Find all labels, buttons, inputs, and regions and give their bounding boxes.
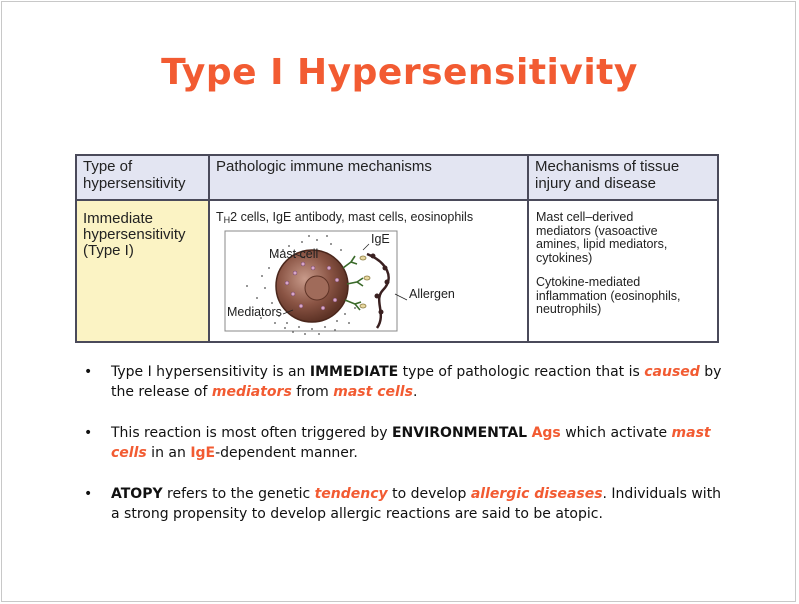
mast-cell-diagram: [217, 228, 523, 340]
slide: [1, 1, 796, 602]
bullet-text-span: Type I hypersensitivity is an: [111, 364, 310, 380]
bullet-text-span: This reaction is most often triggered by: [111, 425, 392, 441]
header-injury: [535, 158, 679, 192]
mast-cell-nucleus: [305, 276, 329, 300]
bullet-text-span: -dependent manner.: [215, 445, 358, 461]
bullet-text-span: .: [412, 384, 418, 400]
mechanism-subscript: H: [223, 215, 231, 225]
bullet-item: [84, 423, 724, 463]
injury-line-1: Mast cell–derived: [536, 210, 634, 224]
injury-line-5: Cytokine-mediated: [536, 275, 641, 289]
type-line1: Immediate: [83, 210, 154, 227]
injury-line-4: cytokines): [536, 250, 593, 265]
bullet-marker: •: [84, 425, 93, 441]
header-type: [83, 158, 186, 192]
bullet-text-span: ENVIRONMENTAL: [391, 425, 528, 441]
type-line2: hypersensitivity: [83, 226, 186, 243]
bullet-text-span: ATOPY: [111, 486, 163, 502]
header-mechanisms-line1: Pathologic immune mechanisms: [216, 158, 432, 175]
bullet-text-span: tendency: [314, 486, 388, 502]
label-mast-cell: Mast cell: [269, 247, 319, 261]
injury-line-7: neutrophils): [536, 302, 602, 316]
header-type-line2: hypersensitivity: [83, 175, 186, 192]
label-ige: IgE: [371, 232, 390, 246]
bullet-text-span: refers to the genetic: [162, 486, 315, 502]
bullet-text-span: by the release of: [111, 364, 722, 400]
mechanism-rest: 2 cells, IgE antibody, mast cells, eosinophils: [230, 210, 474, 224]
bullet-marker: •: [84, 486, 93, 502]
bullet-marker: •: [84, 364, 93, 380]
hypersensitivity-table: [75, 154, 719, 343]
bullet-item: [84, 362, 724, 402]
injury-line-6: inflammation (eosinophils,: [536, 288, 681, 303]
bullet-text-span: mast cells: [333, 384, 413, 400]
label-mediators: Mediators: [227, 305, 282, 319]
bullet-list: [84, 362, 724, 545]
type-cell: [83, 211, 186, 259]
mechanism-text: [216, 211, 522, 228]
bullet-text-span: . Individuals with a strong propensity to develop allergic reactions are said to be atopic.: [111, 486, 722, 522]
injury-block-2: [536, 276, 714, 317]
header-type-line1: Type of: [83, 158, 133, 175]
mechanism-prefix: T: [216, 210, 224, 224]
injury-block-1: [536, 211, 714, 265]
slide-title: Type I Hypersensitivity: [161, 52, 638, 93]
header-injury-line1: Mechanisms of tissue: [535, 158, 680, 175]
bullet-text-span: type of pathologic reaction that is: [398, 364, 645, 380]
bullet-text-span: caused: [644, 364, 700, 380]
injury-line-3: amines, lipid mediators,: [536, 237, 668, 251]
type-line3: (Type I): [83, 242, 134, 259]
bullet-text-span: mediators: [211, 384, 292, 400]
bullet-text-span: Ags: [531, 425, 561, 441]
injury-line-2: mediators (vasoactive: [536, 223, 658, 238]
bullet-text-span: IMMEDIATE: [309, 364, 399, 380]
header-injury-line2: injury and disease: [535, 175, 656, 192]
bullet-item: [84, 484, 724, 524]
column-divider-2: [527, 156, 529, 341]
bullet-text-span: mast cells: [111, 425, 711, 461]
bullet-text-span: allergic diseases: [470, 486, 603, 502]
bullet-text-span: in an: [146, 445, 191, 461]
bullet-text-span: IgE: [190, 445, 216, 461]
label-allergen: Allergen: [409, 287, 455, 301]
bullet-text-span: to develop: [387, 486, 471, 502]
header-mechanisms: [216, 158, 432, 175]
column-divider-1: [208, 156, 210, 341]
bullet-text-span: from: [291, 384, 334, 400]
bullet-text-span: which activate: [560, 425, 672, 441]
